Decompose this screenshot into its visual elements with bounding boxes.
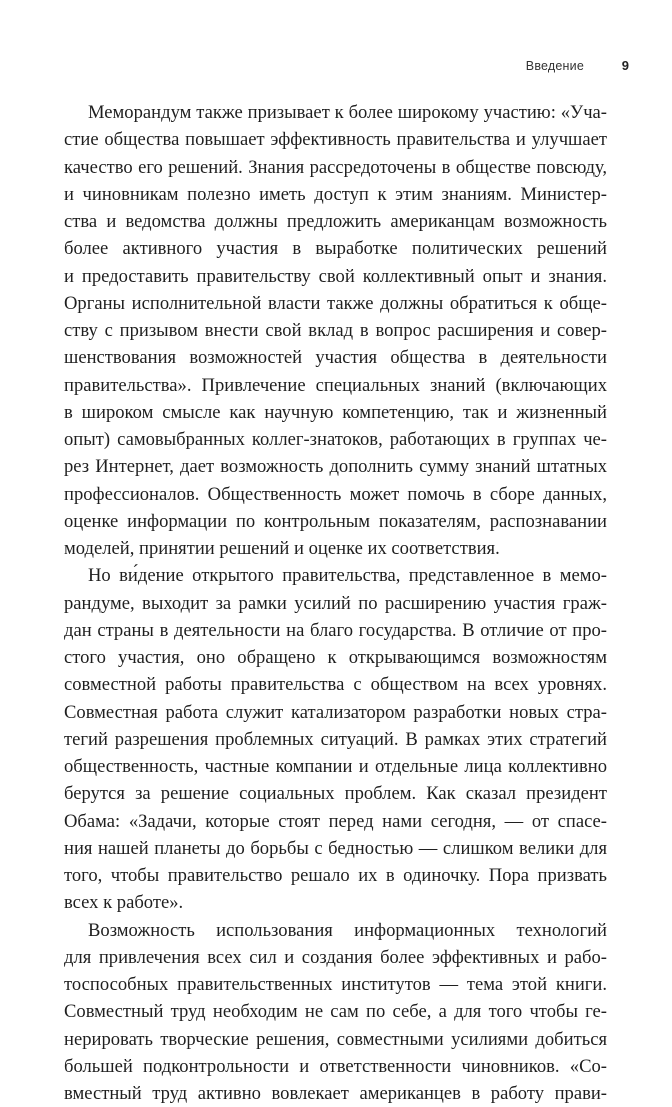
text-line: Совместный труд необходим не сам по себе, а для того чтобы ге- bbox=[64, 998, 607, 1025]
text-line: моделей, принятии решений и оценке их соответствия. bbox=[64, 535, 607, 562]
text-line: дан страны в деятельности на благо государства. В отличие от про- bbox=[64, 617, 607, 644]
text-line: того, чтобы правительство решало их в одиночку. Пора призвать bbox=[64, 862, 607, 889]
text-line: ству с призывом внести свой вклад в вопрос расширения и совер- bbox=[64, 317, 607, 344]
text-line: Совместная работа служит катализатором разработки новых стра- bbox=[64, 699, 607, 726]
text-line: тоспособных правительственных институтов — тема этой книги. bbox=[64, 971, 607, 998]
text-line: рез Интернет, дает возможность дополнить сумму знаний штатных bbox=[64, 453, 607, 480]
running-header bbox=[0, 59, 672, 75]
text-line: ства и ведомства должны предложить американцам возможность bbox=[64, 208, 607, 235]
text-line: шенствования возможностей участия общества в деятельности bbox=[64, 344, 607, 371]
text-line: Органы исполнительной власти также должны обратиться к обще- bbox=[64, 290, 607, 317]
text-line: и чиновникам полезно иметь доступ к этим знаниям. Министер- bbox=[64, 181, 607, 208]
text-line: Возможность использования информационных технологий bbox=[64, 917, 607, 944]
paragraph-1 bbox=[64, 99, 607, 562]
text-line: для привлечения всех сил и создания более эффективных и рабо- bbox=[64, 944, 607, 971]
text-line: берутся за решение социальных проблем. Как сказал президент bbox=[64, 780, 607, 807]
text-line: Обама: «Задачи, которые стоят перед нами сегодня, — от спасе- bbox=[64, 808, 607, 835]
text-line: стого участия, оно обращено к открывающимся возможностям bbox=[64, 644, 607, 671]
text-line: в широком смысле как научную компетенцию, так и жизненный bbox=[64, 399, 607, 426]
text-line: качество его решений. Знания рассредоточены в обществе повсюду, bbox=[64, 154, 607, 181]
text-line: общественность, частные компании и отдельные лица коллективно bbox=[64, 753, 607, 780]
text-line: оценке информации по контрольным показателям, распознавании bbox=[64, 508, 607, 535]
text-line: и предоставить правительству свой коллективный опыт и знания. bbox=[64, 263, 607, 290]
text-line: всех к работе». bbox=[64, 889, 607, 916]
text-line: тегий разрешения проблемных ситуаций. В рамках этих стратегий bbox=[64, 726, 607, 753]
paragraph-2 bbox=[64, 562, 607, 916]
paragraph-3 bbox=[64, 917, 607, 1107]
text-line: совместной работы правительства с обществом на всех уровнях. bbox=[64, 671, 607, 698]
text-line: профессионалов. Общественность может помочь в сборе данных, bbox=[64, 481, 607, 508]
text-line: большей подконтрольности и ответственности чиновников. «Со- bbox=[64, 1053, 607, 1080]
text-line: вместный труд активно вовлекает американцев в работу прави- bbox=[64, 1080, 607, 1107]
body-text bbox=[64, 99, 607, 1107]
running-title: Введение bbox=[526, 59, 584, 73]
text-line: Но ви́дение открытого правительства, представленное в мемо- bbox=[64, 562, 607, 589]
text-line: рандуме, выходит за рамки усилий по расширению участия граж- bbox=[64, 590, 607, 617]
page-number: 9 bbox=[622, 58, 629, 73]
text-line: нерировать творческие решения, совместными усилиями добиться bbox=[64, 1026, 607, 1053]
text-line: Меморандум также призывает к более широкому участию: «Уча- bbox=[64, 99, 607, 126]
text-line: правительства». Привлечение специальных знаний (включающих bbox=[64, 372, 607, 399]
text-line: более активного участия в выработке политических решений bbox=[64, 235, 607, 262]
text-line: опыт) самовыбранных коллег-знатоков, работающих в группах че- bbox=[64, 426, 607, 453]
text-line: стие общества повышает эффективность правительства и улучшает bbox=[64, 126, 607, 153]
text-line: ния нашей планеты до борьбы с бедностью — слишком велики для bbox=[64, 835, 607, 862]
